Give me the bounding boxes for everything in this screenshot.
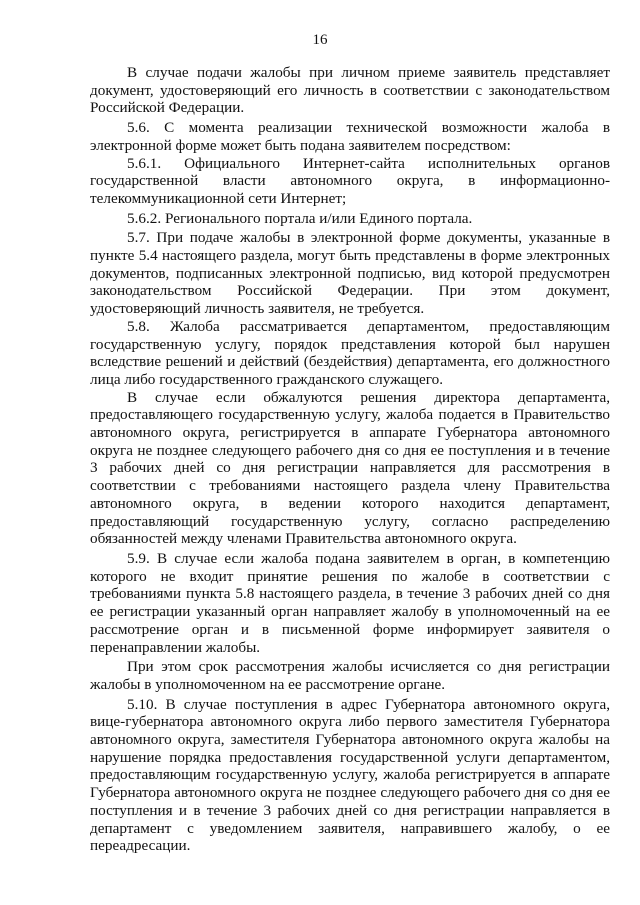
paragraph-5-8: 5.8. Жалоба рассматривается департаментом, предоставляющим государственную услугу, порядок представления которой был нарушен вследствие решений и действий (бездействия) департамента, его должностного лица либо государственного гражданского служащего.: [90, 317, 610, 388]
page-number: 16: [312, 32, 328, 48]
paragraph-5-6: 5.6. С момента реализации технической возможности жалоба в электронной форме может быть подана заявителем посредством:: [90, 119, 610, 154]
paragraph-review-period: При этом срок рассмотрения жалобы исчисляется со дня регистрации жалобы в уполномоченном на ее рассмотрение органе.: [90, 658, 610, 693]
paragraph-5-7: 5.7. При подаче жалобы в электронной форме документы, указанные в пункте 5.4 настоящего раздела, могут быть представлены в форме электронных документов, подписанных электронной подписью, вид которой предусмотрен законодательством Российской Федерации. При этом документ, удостоверяющий личность заявителя, не требуется.: [90, 229, 610, 318]
paragraph-personal-reception: В случае подачи жалобы при личном приеме заявитель представляет документ, удостоверяющий его личность в соответствии с законодательством Российской Федерации.: [90, 64, 610, 117]
paragraph-5-6-1: 5.6.1. Официального Интернет-сайта исполнительных органов государственной власти автономного округа, в информационно-телекоммуникационной сети Интернет;: [90, 154, 610, 207]
paragraph-director-appeal: В случае если обжалуются решения директора департамента, предоставляющего государственную услугу, жалоба подается в Правительство автономного округа, регистрируется в аппарате Губернатора автономного округа не позднее следующего рабочего дня со дня ее поступления и в течение 3 рабочих дней со дня регистрации направляется для рассмотрения в соответствии с требованиями настоящего раздела члену Правительства автономного округа, в ведении которого находится департамент, предоставляющий государственную услугу, согласно распределению обязанностей между членами Правительства автономного округа.: [90, 388, 610, 548]
paragraph-5-10: 5.10. В случае поступления в адрес Губернатора автономного округа, вице-губернатора автономного округа либо первого заместителя Губернатора автономного округа, заместителя Губернатора автономного округа жалобы на нарушение порядка предоставления государственной услуги департаментом, предоставляющим государственную услугу, жалоба регистрируется в аппарате Губернатора автономного округа не позднее следующего рабочего дня со дня ее поступления и в течение 3 рабочих дней со дня регистрации направляется в департамент с уведомлением заявителя, направившего жалобу, о ее переадресации.: [90, 695, 610, 855]
paragraph-5-9: 5.9. В случае если жалоба подана заявителем в орган, в компетенцию которого не входит принятие решения по жалобе в соответствии с требованиями пункта 5.8 настоящего раздела, в течение 3 рабочих дней со дня ее регистрации указанный орган направляет жалобу в уполномоченный на ее рассмотрение орган и в письменной форме информирует заявителя о перенаправлении жалобы.: [90, 549, 610, 656]
document-body: [90, 64, 610, 855]
paragraph-5-6-2: 5.6.2. Регионального портала и/или Единого портала.: [127, 209, 473, 227]
